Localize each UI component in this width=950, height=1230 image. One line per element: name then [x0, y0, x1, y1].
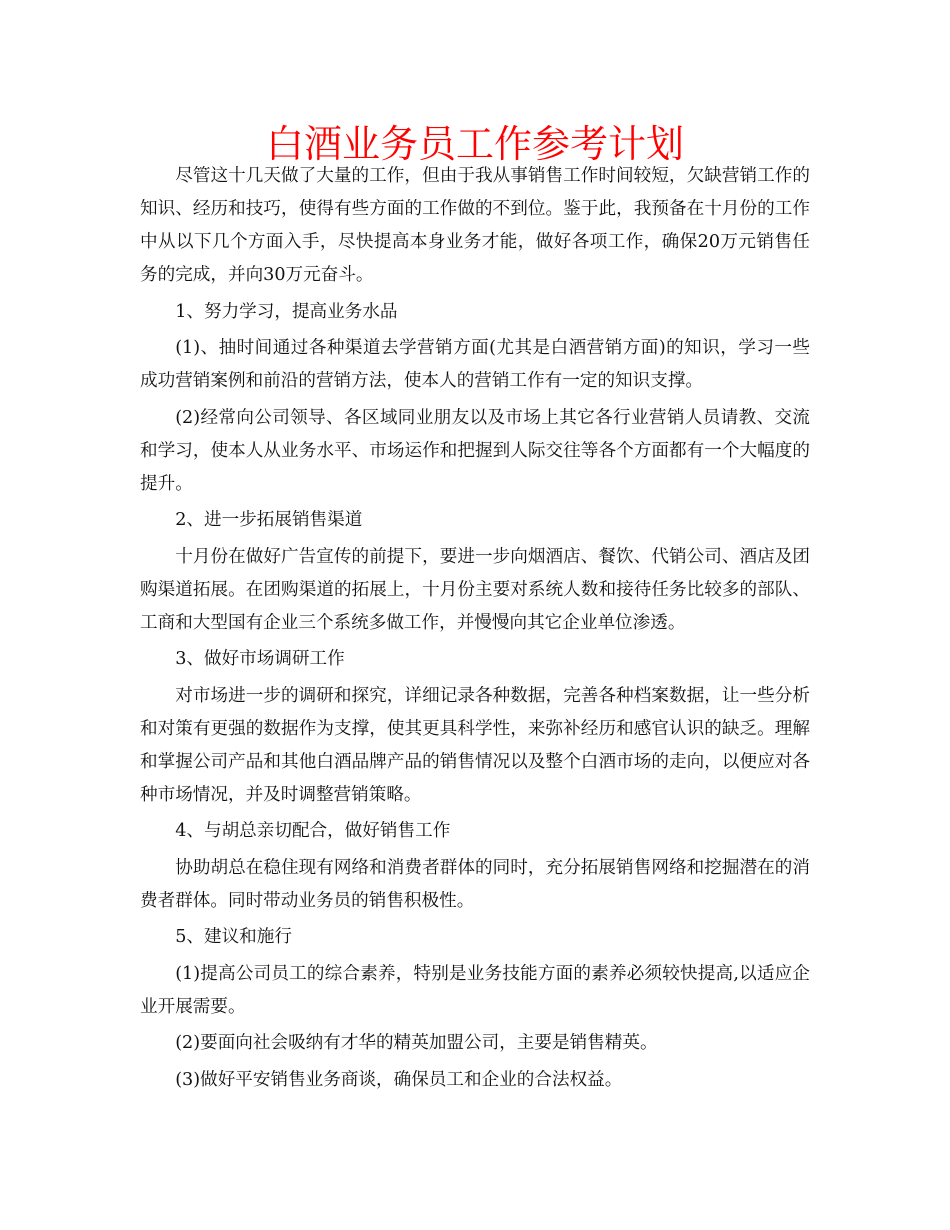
document-title: 白酒业务员工作参考计划 [265, 122, 684, 166]
paragraph-1-1: (1)、抽时间通过各种渠道去学营销方面(尤其是白酒营销方面)的知识，学习一些成功营销案例和前沿的营销方法，使本人的营销工作有一定的知识支撑。 [140, 338, 810, 391]
section-heading-3: 3、做好市场调研工作 [175, 649, 345, 669]
section-heading-2: 2、进一步拓展销售渠道 [175, 510, 363, 530]
section-heading-1: 1、努力学习，提高业务水品 [175, 301, 398, 322]
section-heading-4: 4、与胡总亲切配合，做好销售工作 [175, 821, 451, 841]
paragraph-1-2: (2)经常向公司领导、各区域同业朋友以及市场上其它各行业营销人员请教、交流和学习，使本人从业务水平、市场运作和把握到人际交往等各个方面都有一个大幅度的提升。 [140, 407, 810, 494]
paragraph-5-3: (3)做好平安销售业务商谈，确保员工和企业的合法权益。 [175, 1069, 623, 1090]
paragraph-2: 十月份在做好广告宣传的前提下，要进一步向烟酒店、餐饮、代销公司、酒店及团购渠道拓展。在团购渠道的拓展上，十月份主要对系统人数和接待任务比较多的部队、工商和大型国有企业三个系统多做工作，并慢慢向其它企业单位渗透。 [140, 546, 810, 633]
document-body [140, 160, 810, 1100]
section-heading-5: 5、建议和施行 [175, 927, 292, 947]
paragraph-3: 对市场进一步的调研和探究，详细记录各种数据，完善各种档案数据，让一些分析和对策有更强的数据作为支撑，使其更具科学性，来弥补经历和感官认识的缺乏。理解和掌握公司产品和其他白酒品牌产品的销售情况以及整个白酒市场的走向，以便应对各种市场情况，并及时调整营销策略。 [140, 685, 810, 805]
paragraph-5-1: (1)提高公司员工的综合素养，特别是业务技能方面的素养必须较快提高,以适应企业开展需要。 [140, 963, 810, 1017]
paragraph-5-2: (2)要面向社会吸纳有才华的精英加盟公司，主要是销售精英。 [175, 1033, 658, 1053]
paragraph-4: 协助胡总在稳住现有网络和消费者群体的同时，充分拓展销售网络和挖掘潜在的消费者群体。同时带动业务员的销售积极性。 [140, 857, 810, 911]
paragraph-intro: 尽管这十几天做了大量的工作，但由于我从事销售工作时间较短，欠缺营销工作的知识、经历和技巧，使得有些方面的工作做的不到位。鉴于此，我预备在十月份的工作中从以下几个方面入手，尽快提高本身业务才能，做好各项工作，确保20万元销售任务的完成，并向30万元奋斗。 [140, 166, 810, 285]
